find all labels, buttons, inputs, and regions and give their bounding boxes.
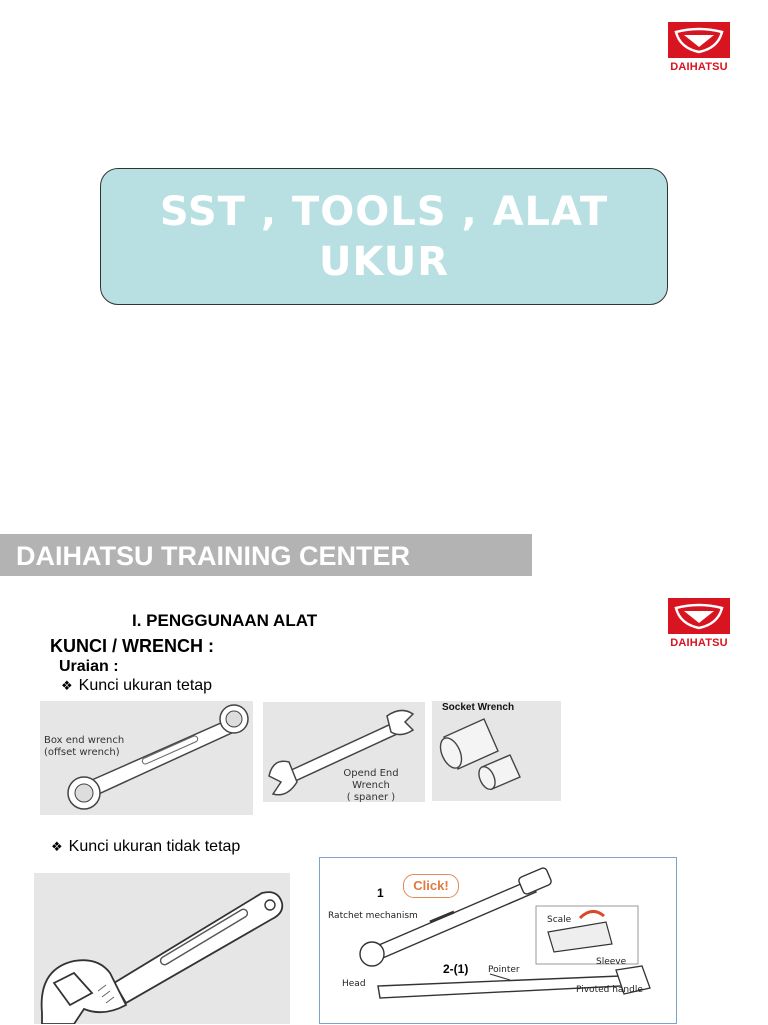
socket-caption: Socket Wrench (442, 702, 515, 713)
section-heading: I. PENGGUNAAN ALAT (132, 611, 318, 630)
slide-title-box (100, 168, 668, 305)
slide-title: SST , TOOLS , ALAT UKUR (159, 188, 609, 285)
socket-wrench-icon (432, 701, 561, 801)
training-center-band (0, 534, 532, 576)
socket-wrench-image (432, 701, 561, 801)
brand-wordmark: DAIHATSU (670, 61, 728, 73)
training-center-label: DAIHATSU TRAINING CENTER (16, 541, 410, 571)
bullet-adjustable-size: ❖ Kunci ukuran tidak tetap (51, 838, 241, 855)
diamond-bullet-icon: ❖ (51, 839, 63, 854)
daihatsu-emblem-icon (668, 598, 730, 634)
bullet-fixed-size: ❖ Kunci ukuran tetap (61, 677, 213, 694)
box-end-caption: Box end wrench (offset wrench) (44, 735, 125, 758)
torque-wrench-icon (320, 858, 678, 1025)
open-end-wrench-image (263, 702, 425, 802)
section-subheading: KUNCI / WRENCH : (50, 636, 214, 656)
uraian-label: Uraian : (59, 658, 119, 675)
torque-wrench-diagram: 1 Click! Ratchet mechanism Scale Sleeve 2-(1) Pointer Head Pivoted handle (319, 857, 677, 1024)
box-end-wrench-image (40, 701, 253, 815)
adjustable-wrench-icon (34, 873, 290, 1024)
click-bubble: Click! (403, 874, 459, 898)
brand-wordmark: DAIHATSU (670, 637, 728, 649)
open-end-caption: Opend End Wrench ( spaner ) (343, 768, 399, 802)
daihatsu-logo-bottom (668, 598, 730, 649)
daihatsu-emblem-icon (668, 22, 730, 58)
diamond-bullet-icon: ❖ (61, 678, 73, 693)
daihatsu-logo-top (668, 22, 730, 73)
adjustable-wrench-image (34, 873, 290, 1024)
